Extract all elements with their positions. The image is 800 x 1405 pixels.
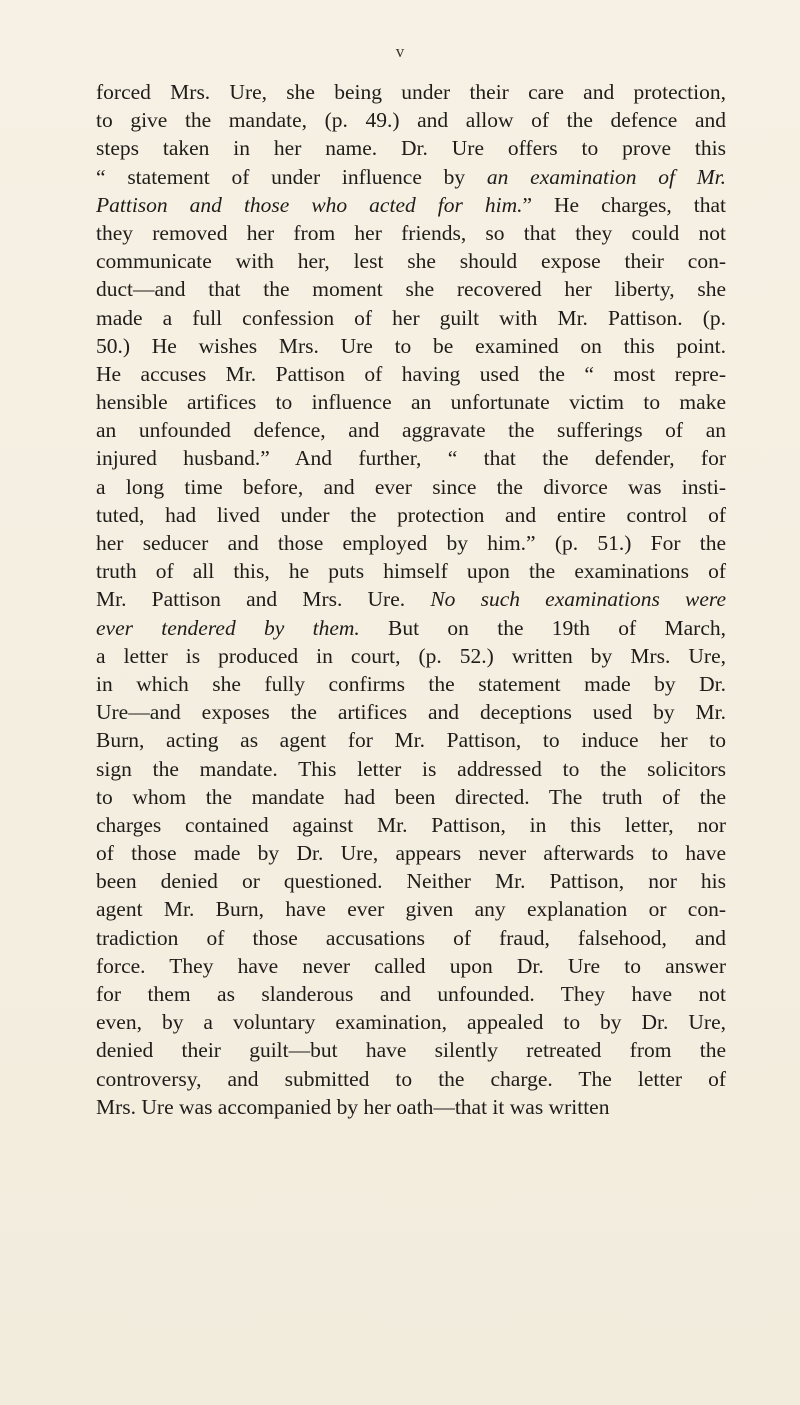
text-run: for them as slanderous and unfounded. They have not bbox=[96, 982, 726, 1006]
text-line bbox=[96, 332, 726, 360]
text-line bbox=[96, 867, 726, 895]
italic-text-run: Pattison and those who acted for him. bbox=[96, 192, 523, 217]
text-run: to whom the mandate had been directed. The truth of the bbox=[96, 784, 726, 809]
text-line bbox=[96, 557, 726, 585]
text-run: a long time before, and ever since the divorce was insti- bbox=[96, 474, 726, 499]
text-line bbox=[96, 698, 726, 726]
text-line bbox=[96, 1065, 726, 1093]
text-line bbox=[96, 360, 726, 388]
text-line bbox=[96, 1008, 726, 1036]
text-line bbox=[96, 585, 726, 613]
text-run: her seducer and those employed by him.” (p. 51.) For the bbox=[96, 531, 726, 555]
text-run: an unfounded defence, and aggravate the sufferings of an bbox=[96, 418, 726, 443]
text-run: made a full confession of her guilt with Mr. Pattison. (p. bbox=[96, 305, 726, 330]
text-run: controversy, and submitted to the charge. The letter of bbox=[96, 1066, 726, 1091]
text-run: even, by a voluntary examination, appealed to by Dr. Ure, bbox=[96, 1010, 726, 1035]
text-line bbox=[96, 275, 726, 303]
text-run: Mrs. Ure was accompanied by her oath—that it was written bbox=[96, 1094, 610, 1119]
italic-text-run: No such examinations were bbox=[430, 587, 726, 612]
text-run: Mr. Pattison and Mrs. Ure. bbox=[96, 587, 431, 612]
text-line bbox=[96, 614, 726, 642]
italic-text-run: an examination of Mr. bbox=[486, 164, 726, 189]
text-run: in which she fully confirms the statement made by Dr. bbox=[96, 671, 726, 696]
text-run: “ statement of under influence by bbox=[96, 164, 487, 189]
text-line bbox=[96, 952, 726, 980]
text-run: truth of all this, he puts himself upon the examinations of bbox=[96, 559, 726, 584]
text-line bbox=[96, 219, 726, 247]
text-line bbox=[96, 670, 726, 698]
text-run: of those made by Dr. Ure, appears never afterwards to have bbox=[96, 841, 726, 866]
text-line bbox=[96, 1093, 726, 1121]
text-line bbox=[96, 529, 726, 557]
body-text bbox=[96, 78, 726, 1121]
text-run: Burn, acting as agent for Mr. Pattison, to induce her to bbox=[96, 728, 726, 753]
text-line bbox=[96, 726, 726, 754]
text-run: But on the 19th of March, bbox=[359, 615, 726, 640]
text-run: agent Mr. Burn, have ever given any explanation or con- bbox=[96, 897, 726, 922]
text-run: forced Mrs. Ure, she being under their care and protection, bbox=[96, 80, 726, 104]
text-run: communicate with her, lest she should expose their con- bbox=[96, 249, 726, 274]
text-line bbox=[96, 501, 726, 529]
text-line bbox=[96, 163, 726, 191]
text-line bbox=[96, 755, 726, 783]
text-line bbox=[96, 134, 726, 162]
text-line bbox=[96, 388, 726, 416]
italic-text-run: ever tendered by them. bbox=[96, 615, 360, 640]
text-line bbox=[96, 106, 726, 134]
text-run: sign the mandate. This letter is addressed to the solicitors bbox=[96, 756, 726, 781]
text-run: a letter is produced in court, (p. 52.) written by Mrs. Ure, bbox=[96, 643, 726, 668]
text-line bbox=[96, 444, 726, 472]
text-line bbox=[96, 473, 726, 501]
text-run: been denied or questioned. Neither Mr. Pattison, nor his bbox=[96, 869, 726, 894]
text-run: Ure—and exposes the artifices and deceptions used by Mr. bbox=[96, 700, 726, 725]
text-run: tuted, had lived under the protection and entire control of bbox=[96, 502, 726, 527]
text-run: He accuses Mr. Pattison of having used the “ most repre- bbox=[96, 361, 726, 386]
text-line bbox=[96, 1036, 726, 1064]
text-line bbox=[96, 980, 726, 1008]
text-line bbox=[96, 247, 726, 275]
text-run: to give the mandate, (p. 49.) and allow of the defence and bbox=[96, 108, 726, 133]
text-line bbox=[96, 924, 726, 952]
text-line bbox=[96, 416, 726, 444]
text-run: force. They have never called upon Dr. Ure to answer bbox=[96, 953, 726, 978]
text-run: hensible artifices to influence an unfortunate victim to make bbox=[96, 390, 726, 415]
text-line bbox=[96, 191, 726, 219]
text-line bbox=[96, 78, 726, 106]
page-signature-mark: v bbox=[395, 42, 405, 61]
text-run: charges contained against Mr. Pattison, in this letter, nor bbox=[96, 812, 726, 837]
text-line bbox=[96, 783, 726, 811]
text-run: duct—and that the moment she recovered her liberty, she bbox=[96, 277, 726, 302]
text-line bbox=[96, 811, 726, 839]
text-run: denied their guilt—but have silently retreated from the bbox=[96, 1038, 726, 1063]
text-line bbox=[96, 839, 726, 867]
text-run: they removed her from her friends, so that they could not bbox=[96, 220, 726, 245]
text-run: 50.) He wishes Mrs. Ure to be examined on this point. bbox=[96, 333, 726, 358]
text-run: steps taken in her name. Dr. Ure offers to prove this bbox=[96, 136, 726, 161]
text-line bbox=[96, 642, 726, 670]
text-line bbox=[96, 304, 726, 332]
text-line bbox=[96, 895, 726, 923]
text-run: injured husband.” And further, “ that the defender, for bbox=[96, 446, 726, 471]
text-run: tradiction of those accusations of fraud, falsehood, and bbox=[96, 925, 726, 950]
text-run: ” He charges, that bbox=[522, 192, 727, 217]
